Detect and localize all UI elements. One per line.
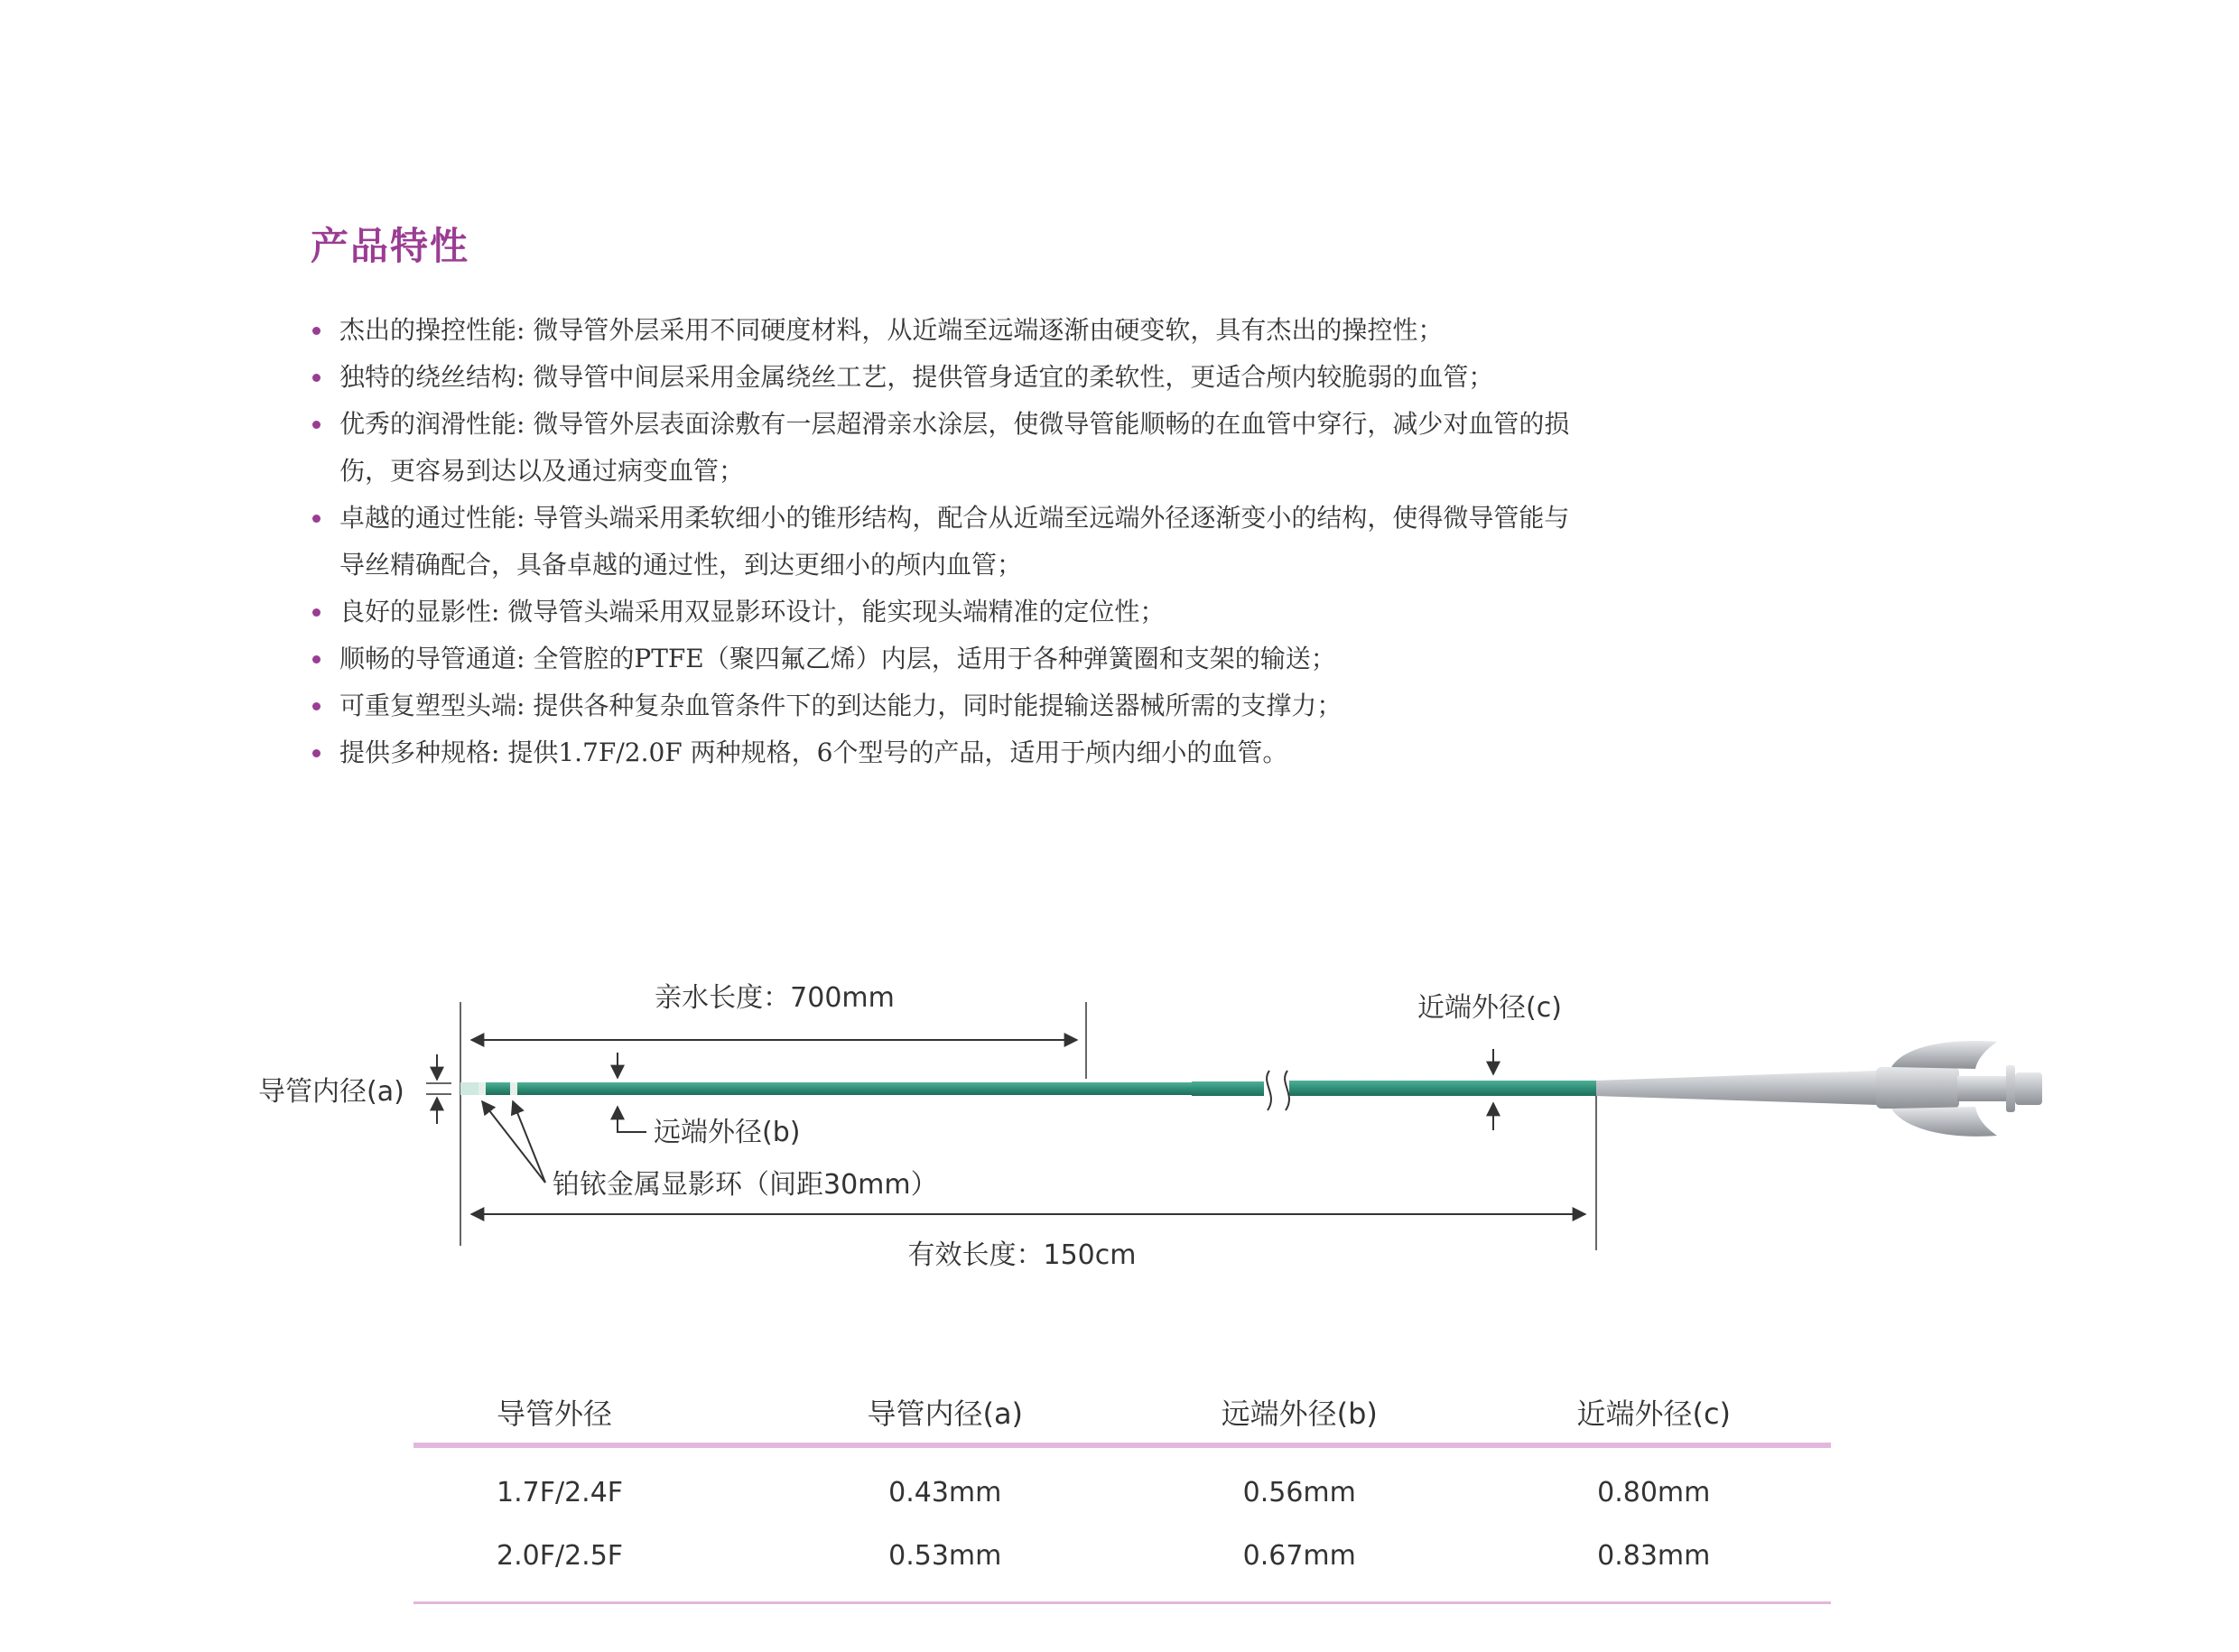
hub-wing-bottom — [1891, 1107, 1997, 1137]
feature-item — [311, 495, 1575, 589]
feature-item — [311, 636, 1575, 682]
catheter-tip — [460, 1082, 478, 1095]
table-row — [413, 1524, 1831, 1603]
bullet-icon — [312, 702, 321, 710]
feature-item — [311, 307, 1575, 354]
table-cell: 0.56mm — [1242, 1476, 1356, 1508]
feature-text: 提供各种复杂血管条件下的到达能力，同时能提输送器械所需的支撑力； — [533, 691, 1342, 720]
strain-relief — [1596, 1071, 1878, 1105]
break-mark-left — [1267, 1071, 1271, 1110]
inner-diameter-label: 导管内径(a) — [258, 1076, 404, 1108]
table-cell: 0.53mm — [768, 1524, 1123, 1603]
distal-od-leader-h — [618, 1125, 646, 1132]
bullet-icon — [312, 655, 321, 664]
table-cell: 0.83mm — [1477, 1524, 1832, 1603]
hub-luer-flange — [2006, 1065, 2015, 1112]
feature-label: 优秀的润滑性能 : — [339, 409, 533, 439]
feature-text: 微导管中间层采用金属绕丝工艺，提供管身适宜的柔软性，更适合颅内较脆弱的血管； — [533, 362, 1494, 392]
table-cell: 0.67mm — [1122, 1524, 1477, 1603]
feature-label: 顺畅的导管通道 : — [339, 644, 533, 673]
bullet-icon — [312, 608, 321, 617]
feature-text: 微导管外层表面涂敷有一层超滑亲水涂层，使微导管能顺畅的在血管中穿行，减少对血管的损伤，更容易到达以及通过病变血管； — [339, 409, 1570, 486]
feature-text: 提供1.7F/2.0F 两种规格，6个型号的产品，适用于颅内细小的血管。 — [507, 738, 1288, 767]
table-header-row — [413, 1381, 1831, 1445]
marker-band-2 — [510, 1082, 517, 1095]
feature-item — [311, 682, 1575, 729]
distal-od-label: 远端外径(b) — [654, 1117, 801, 1148]
proximal-od-label: 近端外径(c) — [1417, 992, 1562, 1024]
bullet-icon — [312, 515, 321, 523]
table-cell: 1.7F/2.4F — [497, 1476, 624, 1508]
header-proximal-od: 近端外径(c) — [1477, 1381, 1832, 1445]
feature-label: 提供多种规格 : — [339, 738, 507, 767]
hub-luer-neck — [1957, 1076, 2011, 1101]
section-title: 产品特性 — [311, 224, 470, 268]
hub-body — [1876, 1067, 1959, 1109]
catheter-shaft-mid — [1192, 1081, 1264, 1096]
effective-length-label: 有效长度：150cm — [907, 1239, 1137, 1271]
bullet-icon — [312, 374, 321, 382]
bullet-icon — [312, 327, 321, 335]
feature-item — [311, 401, 1575, 495]
hub-luer-cap — [2015, 1072, 2042, 1105]
spec-table — [413, 1381, 1831, 1604]
catheter-shaft-proximal — [1289, 1081, 1596, 1096]
marker-band-label: 铂铱金属显影环（间距30mm） — [553, 1169, 938, 1201]
table-cell: 2.0F/2.5F — [413, 1524, 768, 1603]
hub-wing-top — [1891, 1041, 1997, 1069]
header-catheter-od: 导管外径 — [413, 1381, 768, 1445]
feature-item — [311, 589, 1575, 636]
feature-label: 卓越的通过性能 : — [339, 503, 533, 533]
marker-leader-1 — [482, 1101, 545, 1183]
header-inner-diameter: 导管内径(a) — [768, 1381, 1123, 1445]
table-cell: 0.43mm — [888, 1476, 1002, 1508]
table-row — [413, 1445, 1831, 1524]
hydrophilic-length-label: 亲水长度：700mm — [655, 982, 895, 1014]
feature-item — [311, 354, 1575, 401]
feature-item — [311, 729, 1575, 776]
marker-leader-2 — [513, 1101, 545, 1183]
catheter-diagram — [0, 939, 2239, 1282]
catheter-shaft-distal — [478, 1082, 1192, 1095]
header-distal-od: 远端外径(b) — [1122, 1381, 1477, 1445]
feature-text: 微导管头端采用双显影环设计，能实现头端精准的定位性； — [507, 597, 1166, 626]
feature-text: 全管腔的PTFE（聚四氟乙烯）内层，适用于各种弹簧圈和支架的输送； — [533, 644, 1336, 673]
feature-label: 可重复塑型头端 : — [339, 691, 533, 720]
feature-text: 导管头端采用柔软细小的锥形结构，配合从近端至远端外径逐渐变小的结构，使得微导管能与导丝精确配合，具备卓越的通过性，到达更细小的颅内血管； — [339, 503, 1570, 580]
feature-text: 微导管外层采用不同硬度材料，从近端至远端逐渐由硬变软，具有杰出的操控性； — [533, 315, 1444, 345]
marker-band-1 — [478, 1082, 486, 1095]
break-mark-right — [1285, 1071, 1289, 1110]
feature-label: 杰出的操控性能 : — [339, 315, 533, 345]
feature-list — [311, 307, 1575, 776]
bullet-icon — [312, 749, 321, 757]
table-cell: 0.80mm — [1597, 1476, 1711, 1508]
feature-label: 独特的绕丝结构 : — [339, 362, 533, 392]
feature-label: 良好的显影性 : — [339, 597, 507, 626]
bullet-icon — [312, 421, 321, 429]
